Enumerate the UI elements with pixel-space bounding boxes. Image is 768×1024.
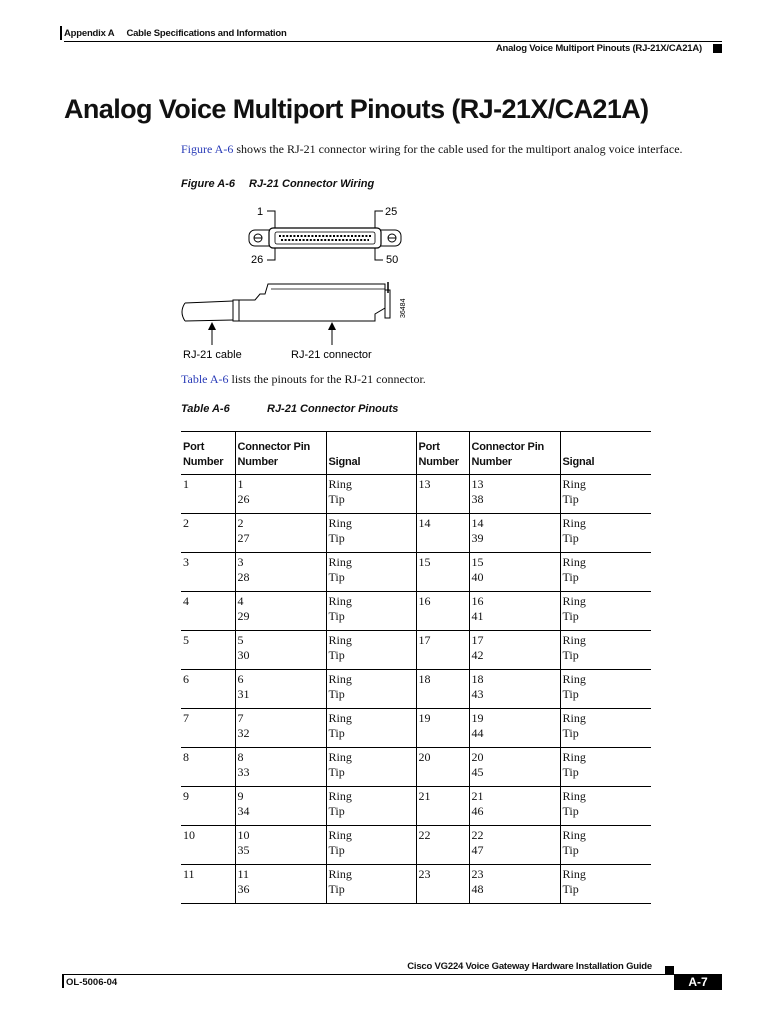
header-square-marker xyxy=(713,44,722,53)
cell-pin: 1 26 xyxy=(235,475,326,514)
cell-signal-2: Ring Tip xyxy=(560,787,651,826)
col-header-pin-2: Connector Pin Number xyxy=(469,432,560,475)
connector-arrow-icon xyxy=(328,322,336,330)
cell-pin: 10 35 xyxy=(235,826,326,865)
cable-boot xyxy=(233,300,239,321)
cell-signal: Ring Tip xyxy=(326,748,416,787)
connector-shell xyxy=(269,228,381,248)
rj21-cable-label: RJ-21 cable xyxy=(183,349,242,361)
cell-signal-2: Ring Tip xyxy=(560,748,651,787)
pin-26-label: 26 xyxy=(251,254,264,266)
cell-pin: 3 28 xyxy=(235,553,326,592)
table-row xyxy=(181,553,651,592)
cell-signal-2: Ring Tip xyxy=(560,631,651,670)
cell-pin-2: 16 41 xyxy=(469,592,560,631)
pin-25-label: 25 xyxy=(385,206,398,218)
cell-port: 5 xyxy=(183,633,189,647)
cell-signal-2: Ring Tip xyxy=(560,553,651,592)
cell-pin-2: 23 48 xyxy=(469,865,560,904)
table-row xyxy=(181,748,651,787)
table-number: Table A-6 xyxy=(181,403,230,415)
cell-port-2: 16 xyxy=(416,592,469,631)
figure-link[interactable]: Figure A-6 xyxy=(181,142,234,156)
cell-pin-2: 15 40 xyxy=(469,553,560,592)
table-row xyxy=(181,475,651,514)
cell-signal: Ring Tip xyxy=(326,475,416,514)
cell-signal: Ring Tip xyxy=(326,514,416,553)
table-header-row xyxy=(181,432,651,475)
table-row xyxy=(181,514,651,553)
cell-signal: Ring Tip xyxy=(326,709,416,748)
pin-1-label: 1 xyxy=(257,206,264,218)
col-header-signal: Signal xyxy=(326,432,416,475)
cell-port-2: 15 xyxy=(416,553,469,592)
cell-signal-2: Ring Tip xyxy=(560,865,651,904)
cell-pin: 9 34 xyxy=(235,787,326,826)
cell-pin-2: 19 44 xyxy=(469,709,560,748)
cell-signal: Ring Tip xyxy=(326,865,416,904)
cell-port-2: 21 xyxy=(416,787,469,826)
table-row xyxy=(181,865,651,904)
cell-port: 3 xyxy=(183,555,189,569)
cell-pin: 7 32 xyxy=(235,709,326,748)
running-header-left xyxy=(64,28,287,39)
cell-signal: Ring Tip xyxy=(326,592,416,631)
footer-guide-title: Cisco VG224 Voice Gateway Hardware Installation Guide xyxy=(407,961,652,972)
col-header-port: Port Number xyxy=(183,441,224,468)
cell-port-2: 19 xyxy=(416,709,469,748)
cell-port: 6 xyxy=(183,672,189,686)
table-row xyxy=(181,631,651,670)
cell-signal: Ring Tip xyxy=(326,631,416,670)
table-row xyxy=(181,787,651,826)
cell-port-2: 17 xyxy=(416,631,469,670)
cell-pin-2: 20 45 xyxy=(469,748,560,787)
cell-port: 4 xyxy=(183,594,189,608)
cell-signal-2: Ring Tip xyxy=(560,475,651,514)
cell-pin: 8 33 xyxy=(235,748,326,787)
cell-port: 11 xyxy=(183,867,195,881)
table-row xyxy=(181,592,651,631)
table-intro-paragraph xyxy=(181,372,426,387)
pin-1-leader xyxy=(267,211,275,230)
cell-port-2: 14 xyxy=(416,514,469,553)
cell-signal-2: Ring Tip xyxy=(560,514,651,553)
cell-port: 7 xyxy=(183,711,189,725)
cell-port-2: 23 xyxy=(416,865,469,904)
pin-50-leader xyxy=(375,248,383,260)
intro-paragraph xyxy=(181,142,683,157)
pin-25-leader xyxy=(375,211,383,230)
header-appendix: Appendix A xyxy=(64,28,115,39)
col-header-signal-2: Signal xyxy=(560,432,651,475)
rj21-connector-label: RJ-21 connector xyxy=(291,349,372,361)
cell-port: 10 xyxy=(183,828,195,842)
cable-arrow-icon xyxy=(208,322,216,330)
pinout-table xyxy=(181,431,651,904)
cell-signal: Ring Tip xyxy=(326,553,416,592)
cell-pin-2: 18 43 xyxy=(469,670,560,709)
table-caption xyxy=(181,403,398,415)
table-row xyxy=(181,670,651,709)
cable-bottom-edge xyxy=(185,320,233,321)
table-row xyxy=(181,709,651,748)
cell-pin: 5 30 xyxy=(235,631,326,670)
page-title: Analog Voice Multiport Pinouts (RJ-21X/CA21A) xyxy=(64,94,649,124)
footer-doc-id: OL-5006-04 xyxy=(66,977,117,988)
header-chapter: Cable Specifications and Information xyxy=(126,28,287,39)
figure-title: RJ-21 Connector Wiring xyxy=(249,178,375,190)
cell-pin: 6 31 xyxy=(235,670,326,709)
rj21-diagram xyxy=(175,200,415,373)
connector-mating-face xyxy=(385,290,390,318)
header-rule xyxy=(64,41,722,42)
intro-text: shows the RJ-21 connector wiring for the cable used for the multiport analog voice interface. xyxy=(233,142,683,156)
table-row xyxy=(181,826,651,865)
cable-end xyxy=(182,303,185,321)
cell-pin-2: 17 42 xyxy=(469,631,560,670)
figure-id-label: 36484 xyxy=(400,298,407,318)
rj21-diagram-svg xyxy=(175,200,415,368)
cell-pin-2: 13 38 xyxy=(469,475,560,514)
cell-port: 8 xyxy=(183,750,189,764)
footer-tick-mark xyxy=(62,974,64,988)
cell-pin-2: 22 47 xyxy=(469,826,560,865)
cell-port-2: 22 xyxy=(416,826,469,865)
cell-pin: 4 29 xyxy=(235,592,326,631)
cell-port: 2 xyxy=(183,516,189,530)
cell-signal-2: Ring Tip xyxy=(560,670,651,709)
page-number: A-7 xyxy=(674,975,722,990)
figure-number: Figure A-6 xyxy=(181,178,235,190)
pin-50-label: 50 xyxy=(386,254,399,266)
cell-pin-2: 21 46 xyxy=(469,787,560,826)
cell-signal-2: Ring Tip xyxy=(560,826,651,865)
col-header-pin: Connector Pin Number xyxy=(235,432,326,475)
cell-port-2: 18 xyxy=(416,670,469,709)
table-intro-text: lists the pinouts for the RJ-21 connector. xyxy=(228,372,426,386)
cell-signal: Ring Tip xyxy=(326,826,416,865)
cell-signal-2: Ring Tip xyxy=(560,709,651,748)
header-section: Analog Voice Multiport Pinouts (RJ-21X/CA21A) xyxy=(495,43,702,54)
cell-signal-2: Ring Tip xyxy=(560,592,651,631)
table-link[interactable]: Table A-6 xyxy=(181,372,229,386)
connector-body-side xyxy=(239,284,385,321)
cell-pin: 2 27 xyxy=(235,514,326,553)
cell-port-2: 20 xyxy=(416,748,469,787)
table-title: RJ-21 Connector Pinouts xyxy=(267,403,399,415)
cell-signal: Ring Tip xyxy=(326,670,416,709)
cell-port: 1 xyxy=(183,477,189,491)
figure-caption xyxy=(181,178,374,190)
cell-pin: 11 36 xyxy=(235,865,326,904)
cell-signal: Ring Tip xyxy=(326,787,416,826)
footer-rule xyxy=(64,974,722,975)
cell-port: 9 xyxy=(183,789,189,803)
cell-port-2: 13 xyxy=(416,475,469,514)
cell-pin-2: 14 39 xyxy=(469,514,560,553)
header-tick-mark xyxy=(60,26,62,40)
col-header-port-2: Port Number xyxy=(416,432,469,475)
cable-top-edge xyxy=(185,301,233,303)
pin-26-leader xyxy=(267,248,275,260)
